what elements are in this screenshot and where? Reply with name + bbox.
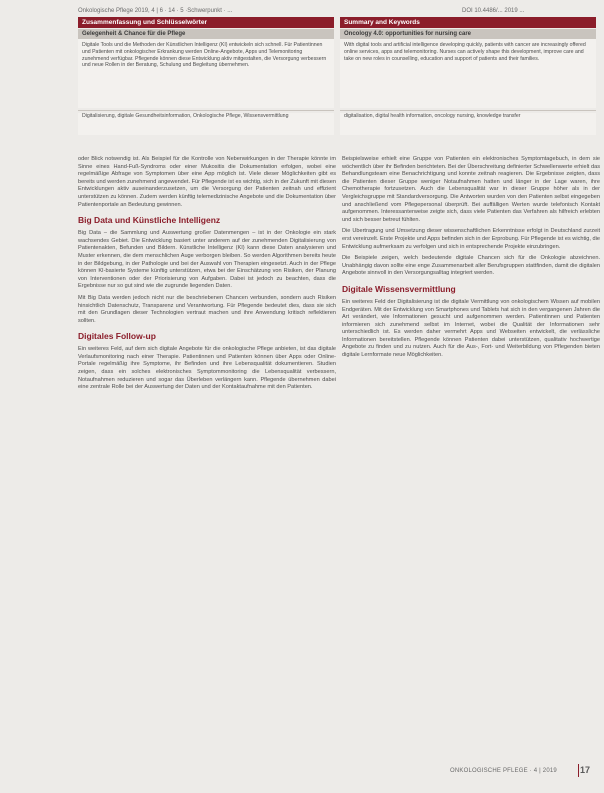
abstract-de-text: Digitale Tools und die Methoden der Künstlichen Intelligenz (KI) entwickeln sich schnell. Für Patientinnen und Patienten mit onkologischer Erkrankung werden Online-Angebote, Apps und Telemonitoring zunehmend verfügbar. Pflegende können diese Entwicklung aktiv mitgestalten, die Versorgung verbessern und neue Rollen in der Beratung, Schulung und Begleitung übernehmen. — [78, 39, 334, 108]
section-heading: Big Data und Künstliche Intelligenz — [78, 215, 221, 226]
section-heading: Digitale Wissensvermittlung — [342, 283, 456, 294]
body-paragraph: Ein weiteres Feld der Digitalisierung ist die digitale Vermittlung von onkologischem Wissen auf mobilen Endgeräten. Mit der Entwicklung von Smartphones und Tablets hat sich in den vergangenen Jahren die Art verändert, wie Informationen gesucht und aufgenommen werden. Patientinnen und Patienten informieren sich zunehmend selbst im Internet, wobei die Qualität der Informationen sehr unterschiedlich ist. Es werden daher vermehrt Apps und Webseiten entwickelt, die verlässliche Informationen bereitstellen. Pflegende können Patienten dabei unterstützen, qualitativ hochwertige Angebote zu finden und zu nutzen. Auch für die Aus-, Fort- und Weiterbildung von Pflegenden bieten digitale Lernformate neue Möglichkeiten. — [342, 298, 600, 359]
abstract-en-keywords: digitalisation, digital health information, oncology nursing, knowledge transfer — [340, 113, 596, 135]
abstract-de-header: Zusammenfassung und Schlüsselwörter — [78, 17, 334, 28]
left-text-column — [78, 156, 336, 764]
abstract-box — [78, 17, 596, 133]
running-head-left: Onkologische Pflege 2019, 4 | 6 · 14 · 5 ·Schwerpunkt · ... — [78, 8, 233, 14]
abstract-divider — [78, 110, 334, 111]
body-paragraph: Die Übertragung und Umsetzung dieser wissenschaftlichen Erkenntnisse erfolgt in Deutschland zurzeit erst vereinzelt. Erste Projekte und Apps befinden sich in der Erprobung. Für Pflegende ist es wichtig, die Entwicklung aufmerksam zu verfolgen und sich in entsprechende Projekte einzubringen. — [342, 228, 600, 250]
right-text-column — [342, 156, 600, 764]
page-number: 17 — [580, 765, 591, 775]
body-paragraph: Beispielsweise erhielt eine Gruppe von Patienten ein elektronisches Symptomtagebuch, in dem sie wöchentlich über ihr Befinden berichteten. Bei der Überschreitung definierter Schwellenwerte erhielt das Behandlungsteam eine Benachrichtigung und konnte zeitnah reagieren. Die Ergebnisse zeigten, dass die Patienten dieser Gruppe weniger Notaufnahmen hatten und länger in der Lage waren, ihre Chemotherapie fortzusetzen. Auch die Lebensqualität war in dieser Gruppe höher als in der Vergleichsgruppe mit Standardversorgung. Die Antworten wurden von den Patienten selbst eingegeben und anschließend vom Pflegepersonal überprüft. Bei auffälligen Werten wurde telefonisch Kontakt aufgenommen. Interessanterweise zeigte sich, dass viele Patienten das Verfahren als hilfreich erlebten und sich besser betreut fühlten. — [342, 156, 600, 223]
footer-rule — [578, 764, 579, 777]
body-paragraph: Mit Big Data werden jedoch nicht nur die beschriebenen Chancen verbunden, sondern auch Risiken hinsichtlich Datenschutz, Transparenz und Verantwortung. Für Pflegende bedeutet dies, dass sie sich mit den Grundlagen dieser Technologien vertraut machen und ihre Anwendung kritisch reflektieren sollten. — [78, 294, 336, 324]
abstract-divider — [340, 110, 596, 111]
body-paragraph: Big Data – die Sammlung und Auswertung großer Datenmengen – ist in der Onkologie ein stark wachsendes Gebiet. Die Entwicklung basiert unter anderem auf der zunehmenden Digitalisierung von Patientenakten, Befunden und Bildern. Künstliche Intelligenz (KI) kann diese Daten analysieren und Muster erkennen, die dem menschlichen Auge verborgen bleiben. So werden Algorithmen bereits heute in der Bildgebung, in der Pathologie und bei der Auswahl von Therapien eingesetzt. Auch in der Pflege können KI-basierte Systeme künftig unterstützen, etwa bei der Einschätzung von Risiken, der Planung von Interventionen oder der Priorisierung von Aufgaben. Dabei ist jedoch zu beachten, dass die Ergebnisse nur so gut sind wie die zugrunde liegenden Daten. — [78, 230, 336, 290]
abstract-de-subtitle: Gelegenheit & Chance für die Pflege — [78, 29, 334, 39]
journal-footer: ONKOLOGISCHE PFLEGE · 4 | 2019 — [450, 768, 557, 774]
abstract-en-subtitle: Oncology 4.0: opportunities for nursing care — [340, 29, 596, 39]
body-paragraph: oder Blick notwendig ist. Als Beispiel für die Kontrolle von Nebenwirkungen in der Therapie könnte im Sinne eines Hand-Fuß-Syndroms oder einer Mukositis die Dokumentation erfolgen, wobei eine regelmäßige Abfrage von Symptomen über eine App möglich ist. Viele dieser Möglichkeiten gibt es bereits und werden zunehmend angewendet. Für Pflegende ist es wichtig, sich in der Zukunft mit diesen Entwicklungen aktiv auseinanderzusetzen, um die Versorgung der Patienten zeitnah und effizient unterstützen zu können. Zudem werden künftig telemedizinische Angebote und die Dokumentation über Patientenportale an Bedeutung gewinnen. — [78, 156, 336, 208]
section-heading: Digitales Follow-up — [78, 331, 156, 342]
abstract-en-header: Summary and Keywords — [340, 17, 596, 28]
abstract-en-text: With digital tools and artificial intelligence developing quickly, patients with cancer are increasingly offered online services, apps and telemonitoring. Nurses can actively shape this development, improve care and take on new roles in counselling, education and support of patients and their families. — [340, 39, 596, 108]
abstract-german — [78, 17, 334, 133]
body-paragraph: Ein weiteres Feld, auf dem sich digitale Angebote für die onkologische Pflege anbieten, ist das digitale Verlaufsmonitoring nach einer Therapie. Patientinnen und Patienten können über Apps oder Online-Portale regelmäßig ihre Symptome, ihr Befinden und ihre Lebensqualität dokumentieren. Studien zeigen, dass ein solches elektronisches Symptommonitoring die Lebensqualität verbessern, Notaufnahmen reduzieren und sogar das Überleben verlängern kann. Pflegende übernehmen dabei eine zentrale Rolle bei der Auswertung der Daten und der Kontaktaufnahme mit den Patienten. — [78, 346, 336, 391]
abstract-de-keywords: Digitalisierung, digitale Gesundheitsinformation, Onkologische Pflege, Wissensvermittlung — [78, 113, 334, 135]
abstract-english — [340, 17, 596, 133]
running-head-right: DOI 10.4486/... 2019 ... — [462, 8, 525, 14]
body-paragraph: Die Beispiele zeigen, welch bedeutende digitale Chancen sich für die Onkologie abzeichnen. Unabhängig davon sollte eine enge Zusammenarbeit aller Berufsgruppen stattfinden, damit die digitalen Angebote sinnvoll in den Versorgungsalltag integriert werden. — [342, 255, 600, 277]
